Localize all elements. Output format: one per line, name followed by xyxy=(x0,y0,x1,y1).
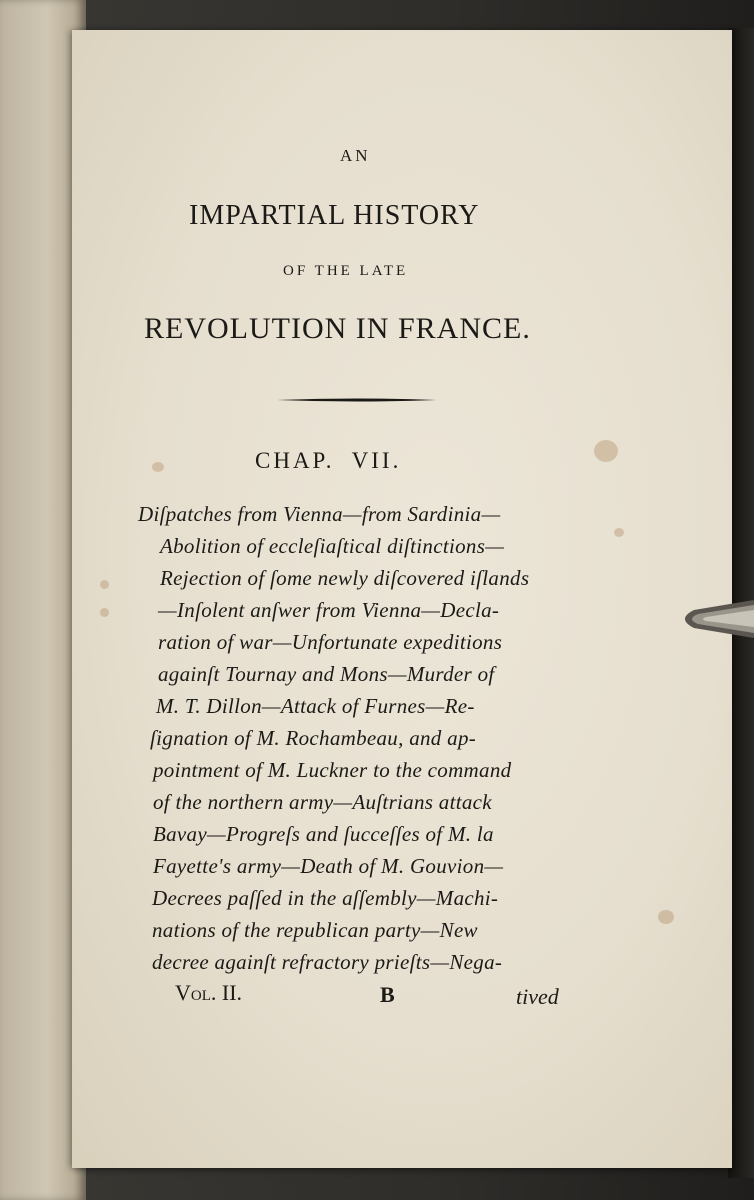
summary-line: —Inſolent anſwer from Vienna—Decla- xyxy=(158,598,500,622)
summary-line: M. T. Dillon—Attack of Furnes—Re- xyxy=(156,694,475,718)
summary-line: Bavay—Progreſs and ſucceſſes of M. la xyxy=(153,822,494,846)
title-main: IMPARTIAL HISTORY xyxy=(189,200,480,231)
summary-line: of the northern army—Auſtrians attack xyxy=(153,790,492,814)
title-subject: REVOLUTION IN FRANCE. xyxy=(144,312,531,345)
foxing-spot xyxy=(614,528,624,537)
header-an: AN xyxy=(340,146,371,165)
summary-line: againſt Tournay and Mons—Murder of xyxy=(158,662,495,686)
foxing-spot xyxy=(100,608,109,617)
summary-line: nations of the republican party—New xyxy=(152,918,478,942)
summary-line: ration of war—Unfortunate expeditions xyxy=(158,630,503,654)
summary-line: decree againſt refractory prieſts—Nega- xyxy=(152,950,503,974)
foxing-spot xyxy=(658,910,674,924)
footer-signature: B xyxy=(380,982,395,1007)
summary-line: Rejection of ſome newly diſcovered iſlands xyxy=(160,566,530,590)
foxing-spot xyxy=(152,462,164,472)
metal-bookmark-clip-icon xyxy=(676,596,754,642)
decorative-rule xyxy=(277,397,437,403)
summary-line: pointment of M. Luckner to the command xyxy=(153,758,512,782)
summary-line: Diſpatches from Vienna—from Sardinia— xyxy=(138,502,501,526)
foxing-spot xyxy=(594,440,618,462)
chapter-heading: CHAP. VII. xyxy=(255,448,402,473)
summary-line: ſignation of M. Rochambeau, and ap- xyxy=(150,726,477,750)
title-connector: OF THE LATE xyxy=(283,263,409,279)
footer-volume: Vol. II. xyxy=(175,980,243,1005)
foxing-spot xyxy=(100,580,109,589)
summary-line: Abolition of eccleſiaſtical diſtinctions— xyxy=(160,534,505,558)
summary-line: Decrees paſſed in the aſſembly—Machi- xyxy=(152,886,499,910)
footer-catchword: tived xyxy=(516,984,559,1009)
summary-line: Fayette's army—Death of M. Gouvion— xyxy=(153,854,504,878)
